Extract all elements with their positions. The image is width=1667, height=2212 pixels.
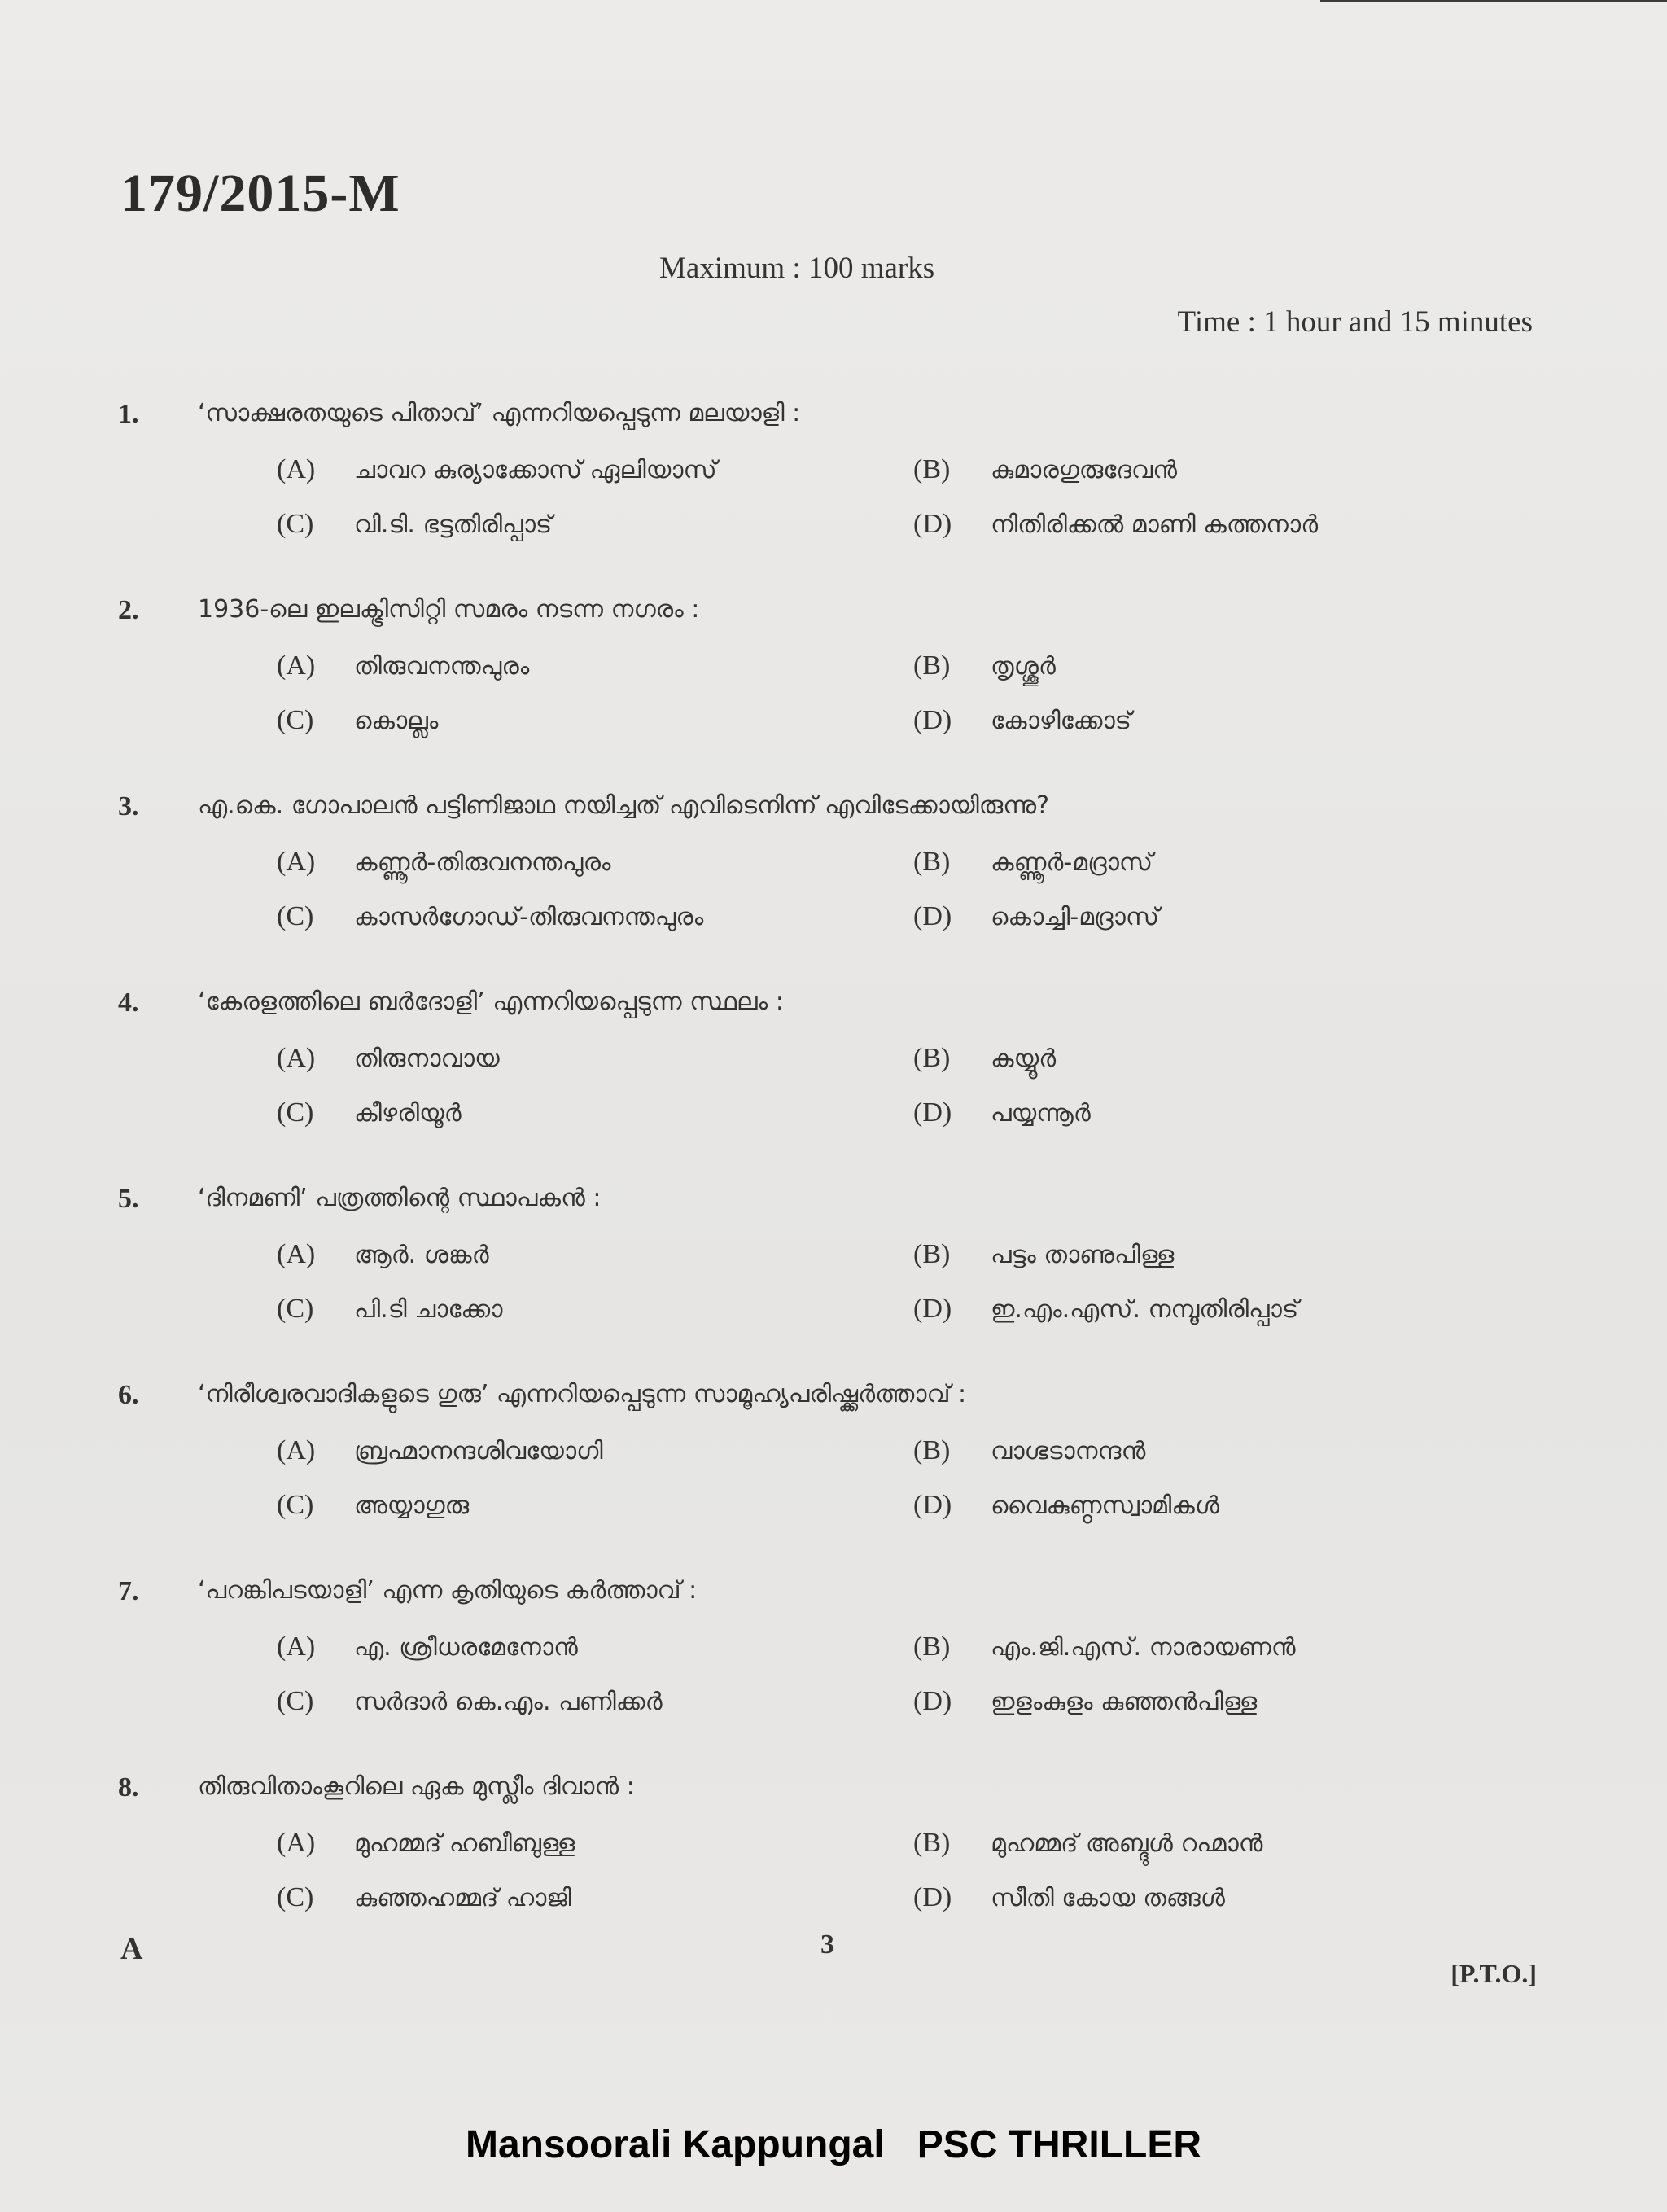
option-text: പട്ടം താണുപിള്ള <box>991 1241 1175 1269</box>
question-4 <box>0 988 1667 1175</box>
option-a <box>277 454 717 495</box>
option-text: പി.ടി ചാക്കോ <box>354 1295 503 1324</box>
option-b <box>913 847 1153 887</box>
option-a <box>277 847 611 887</box>
option-letter: (A) <box>277 1043 316 1073</box>
question-3 <box>0 791 1667 979</box>
page-number: 3 <box>820 1929 834 1960</box>
option-text: കുഞ്ഞഹമ്മദ് ഹാജി <box>354 1884 571 1912</box>
option-letter: (D) <box>913 1686 952 1716</box>
option-text: സീതി കോയ തങ്ങൾ <box>991 1884 1225 1912</box>
question-text: 1936-ലെ ഇലക്ട്രിസിറ്റി സമരം നടന്ന നഗരം : <box>198 595 700 624</box>
option-letter: (B) <box>913 454 951 484</box>
option-c <box>277 1686 663 1727</box>
option-text: എ. ശ്രീധരമേനോൻ <box>354 1633 578 1662</box>
question-text: ‘നിരീശ്വരവാദികളുടെ ഗുരു’ എന്നറിയപ്പെടുന്ന സാമൂഹ്യപരിഷ്ക്കർത്താവ് : <box>198 1380 967 1408</box>
option-letter: (B) <box>913 847 951 877</box>
watermark-credit: Mansoorali Kappungal PSC THRILLER <box>465 2123 1202 2166</box>
option-text: കണ്ണൂർ-തിരുവനന്തപുരം <box>354 848 611 877</box>
question-number: 1. <box>118 399 139 429</box>
question-2 <box>0 595 1667 782</box>
option-letter: (C) <box>277 1882 314 1912</box>
option-d <box>913 1490 1219 1531</box>
option-text: തൃശ്ശൂർ <box>991 652 1056 681</box>
option-letter: (B) <box>913 1043 951 1073</box>
option-text: മുഹമ്മദ് അബ്ദുൾ റഹ്മാൻ <box>991 1829 1263 1858</box>
option-text: വി.ടി. ഭട്ടതിരിപ്പാട് <box>354 510 553 539</box>
option-letter: (C) <box>277 509 314 539</box>
option-d <box>913 509 1318 550</box>
time-allowed: Time : 1 hour and 15 minutes <box>1177 305 1533 339</box>
question-text: തിരുവിതാംകൂറിലെ ഏക മുസ്ലീം ദിവാൻ : <box>198 1772 635 1801</box>
option-b <box>913 1239 1174 1280</box>
option-d <box>913 901 1159 942</box>
option-d <box>913 705 1131 746</box>
option-text: കൊല്ലം <box>354 707 439 735</box>
question-series: A <box>120 1932 143 1966</box>
option-text: ഇളംകുളം കുഞ്ഞൻപിള്ള <box>991 1688 1258 1716</box>
question-number: 4. <box>118 988 139 1018</box>
option-a <box>277 1043 500 1084</box>
option-letter: (C) <box>277 705 314 735</box>
option-letter: (A) <box>277 650 316 681</box>
option-a <box>277 1239 489 1280</box>
option-text: കണ്ണൂർ-മദ്രാസ് <box>991 848 1153 877</box>
option-d <box>913 1882 1225 1923</box>
option-letter: (B) <box>913 1239 951 1269</box>
question-6 <box>0 1380 1667 1567</box>
option-text: വൈകുണ്ഠസ്വാമികൾ <box>991 1491 1219 1520</box>
option-letter: (D) <box>913 901 952 931</box>
option-c <box>277 1882 571 1923</box>
option-letter: (D) <box>913 705 952 735</box>
option-c <box>277 1097 462 1138</box>
option-letter: (B) <box>913 1828 951 1858</box>
option-b <box>913 454 1177 495</box>
option-letter: (A) <box>277 1239 316 1269</box>
option-letter: (D) <box>913 1490 952 1520</box>
option-letter: (C) <box>277 901 314 931</box>
question-text: ‘കേരളത്തിലെ ബർദോളി’ എന്നറിയപ്പെടുന്ന സ്ഥലം : <box>198 988 784 1016</box>
option-text: പയ്യന്നൂർ <box>991 1099 1091 1128</box>
option-a <box>277 1632 578 1672</box>
option-a <box>277 1435 603 1476</box>
question-text: എ.കെ. ഗോപാലൻ പട്ടിണിജാഥ നയിച്ചത് എവിടെനിന്ന് എവിടേക്കായിരുന്നു? <box>198 791 1050 820</box>
option-text: എം.ജി.എസ്. നാരായണൻ <box>991 1633 1296 1662</box>
option-letter: (B) <box>913 1632 951 1662</box>
option-b <box>913 1043 1056 1084</box>
option-text: ബ്രഹ്മാനന്ദശിവയോഗി <box>354 1437 603 1465</box>
option-letter: (A) <box>277 1435 316 1465</box>
option-c <box>277 901 703 942</box>
option-text: കാസർഗോഡ്-തിരുവനന്തപുരം <box>354 903 704 931</box>
option-text: കീഴരിയൂർ <box>354 1099 462 1128</box>
option-letter: (B) <box>913 650 951 681</box>
option-letter: (A) <box>277 1828 316 1858</box>
option-text: കോഴിക്കോട് <box>991 707 1132 735</box>
option-a <box>277 650 529 691</box>
option-text: സർദാർ കെ.എം. പണിക്കർ <box>354 1688 663 1716</box>
option-text: തിരുനാവായ <box>354 1045 500 1073</box>
question-7 <box>0 1576 1667 1763</box>
question-number: 2. <box>118 595 139 625</box>
option-text: വാഗ്ഭടാനന്ദൻ <box>991 1437 1146 1465</box>
question-text: ‘ദിനമണി’ പത്രത്തിന്റെ സ്ഥാപകൻ : <box>198 1184 602 1212</box>
option-letter: (B) <box>913 1435 951 1465</box>
question-number: 3. <box>118 791 139 821</box>
option-a <box>277 1828 575 1868</box>
question-text: ‘പറങ്കിപടയാളി’ എന്ന കൃതിയുടെ കർത്താവ് : <box>198 1576 698 1605</box>
question-text: ‘സാക്ഷരതയുടെ പിതാവ്’ എന്നറിയപ്പെടുന്ന മലയാളി : <box>198 399 801 427</box>
option-d <box>913 1294 1298 1334</box>
option-text: കയ്യൂർ <box>991 1045 1057 1073</box>
option-c <box>277 1490 469 1531</box>
please-turn-over: [P.T.O.] <box>1450 1959 1537 1988</box>
option-text: കുമാരഗുരുദേവൻ <box>991 456 1177 484</box>
question-5 <box>0 1184 1667 1371</box>
option-letter: (D) <box>913 509 952 539</box>
option-c <box>277 705 438 746</box>
question-number: 7. <box>118 1576 139 1606</box>
question-number: 8. <box>118 1772 139 1802</box>
option-text: തിരുവനന്തപുരം <box>354 652 530 681</box>
option-letter: (A) <box>277 454 316 484</box>
maximum-marks: Maximum : 100 marks <box>659 252 935 285</box>
option-letter: (C) <box>277 1294 314 1324</box>
question-number: 5. <box>118 1184 139 1214</box>
question-1 <box>0 399 1667 586</box>
option-text: അയ്യാഗുരു <box>354 1491 470 1520</box>
option-letter: (A) <box>277 1632 316 1662</box>
question-number: 6. <box>118 1380 139 1410</box>
option-text: ചാവറ കുര്യാക്കോസ് ഏലിയാസ് <box>354 456 717 484</box>
option-text: കൊച്ചി-മദ്രാസ് <box>991 903 1160 931</box>
option-letter: (D) <box>913 1097 952 1128</box>
option-letter: (C) <box>277 1686 314 1716</box>
option-b <box>913 650 1056 691</box>
option-text: മുഹമ്മദ് ഹബീബുള്ള <box>354 1829 575 1858</box>
option-b <box>913 1632 1296 1672</box>
option-letter: (A) <box>277 847 316 877</box>
option-letter: (C) <box>277 1097 314 1128</box>
option-d <box>913 1686 1257 1727</box>
option-d <box>913 1097 1091 1138</box>
option-c <box>277 509 552 550</box>
paper-code: 179/2015-M <box>120 164 400 223</box>
option-c <box>277 1294 502 1334</box>
option-letter: (C) <box>277 1490 314 1520</box>
option-text: ഇ.എം.എസ്. നമ്പൂതിരിപ്പാട് <box>991 1295 1299 1324</box>
option-b <box>913 1828 1262 1868</box>
option-letter: (D) <box>913 1294 952 1324</box>
option-text: നിതിരിക്കൽ മാണി കത്തനാർ <box>991 510 1319 539</box>
option-text: ആർ. ശങ്കർ <box>354 1241 489 1269</box>
option-letter: (D) <box>913 1882 952 1912</box>
option-b <box>913 1435 1145 1476</box>
scan-edge-line <box>1320 0 1667 2</box>
